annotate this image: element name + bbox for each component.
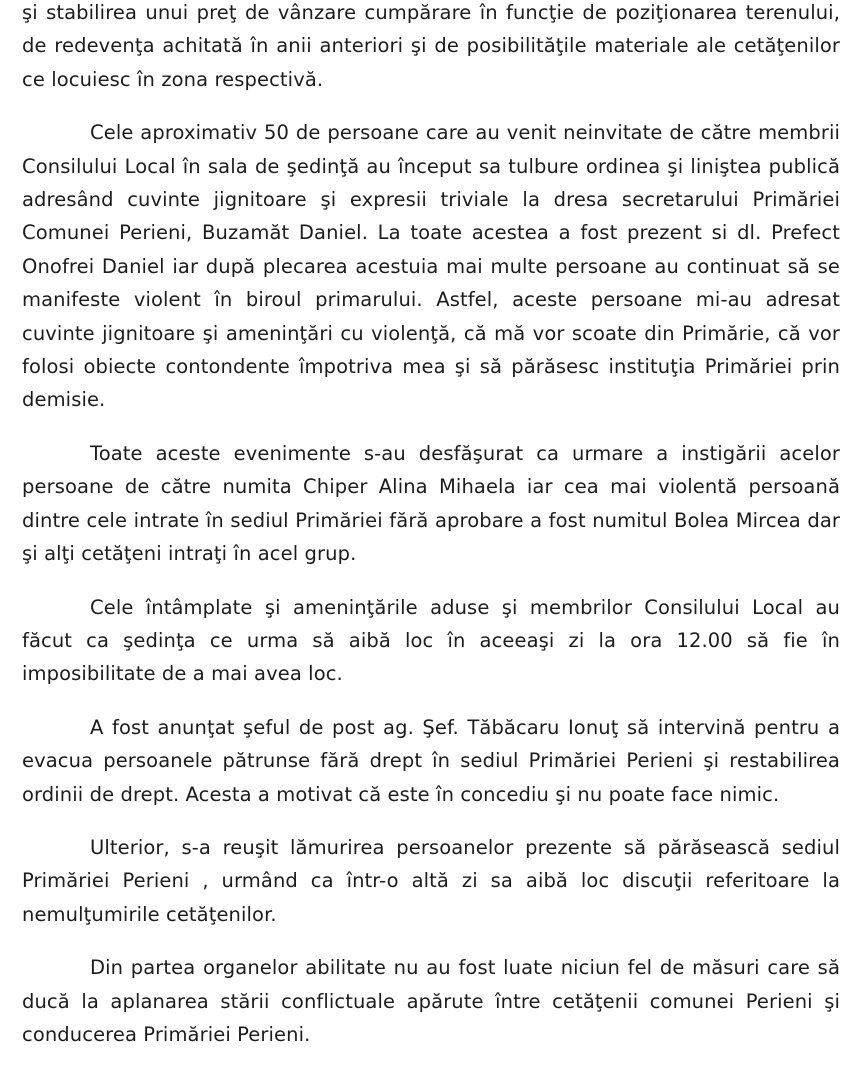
paragraph-instigation: Toate aceste evenimente s-au desfăşurat ca urmare a instigării acelor persoane de către numita Chiper Alina Mihaela iar cea mai violentă persoană dintre cele intrate în sediul Primăriei fără aprobare a fost numitul Bolea Mircea dar şi alţi cetăţeni intraţi în acel grup. — [22, 441, 840, 566]
paragraph-subsequently: Ulterior, s-a reuşit lămurirea persoanelor prezente să părăsească sediul Primăriei Perieni , urmând ca într-o altă zi sa aibă loc discuţii referitoare la nemulţumirile cetăţenilor. — [22, 835, 840, 926]
paragraph-meeting-cancelled: Cele întâmplate şi ameninţările aduse şi membrilor Consilului Local au făcut ca şedinţa ce urma să aibă loc în aceeaşi zi la ora 12.00 să fie în imposibilitate de a mai avea loc. — [22, 595, 840, 686]
paragraph-police-chief: A fost anunţat şeful de post ag. Şef. Tăbăcaru Ionuţ să intervină pentru a evacua persoanele pătrunse fără drept în sediul Primăriei Perieni şi restabilirea ordinii de drept. Acesta a motivat că este în concediu şi nu poate face nimic. — [22, 715, 840, 806]
paragraph-price-setting: şi stabilirea unui preţ de vânzare cumpărare în funcţie de poziţionarea terenului, de redevenţa achitată în anii anteriori şi de posibilităţile materiale ale cetăţenilor ce locuiesc în zona respectivă. — [22, 1, 840, 91]
document-page — [22, 0, 840, 1071]
paragraph-no-measures: Din partea organelor abilitate nu au fost luate niciun fel de măsuri care să ducă la aplanarea stării conflictuale apărute între cetăţenii comunei Perieni şi conducerea Primăriei Perieni. — [22, 956, 840, 1046]
paragraph-uninvited-persons: Cele aproximativ 50 de persoane care au venit neinvitate de către membrii Consilului Local în sala de şedinţă au început sa tulbure ordinea şi liniştea publică adresând cuvinte jignitoare şi expresii triviale la dresa secretarului Primăriei Comunei Perieni, Buzamăt Daniel. La toate acestea a fost prezent si dl. Prefect Onofrei Daniel iar după plecarea acestuia mai multe persoane au continuat să se manifeste violent în biroul primarului. Astfel, aceste persoane mi-au adresat cuvinte jignitoare şi ameninţări cu violenţă, că mă vor scoate din Primărie, că vor folosi obiecte contondente împotriva mea şi să părăsesc instituţia Primăriei prin demisie. — [22, 121, 840, 412]
